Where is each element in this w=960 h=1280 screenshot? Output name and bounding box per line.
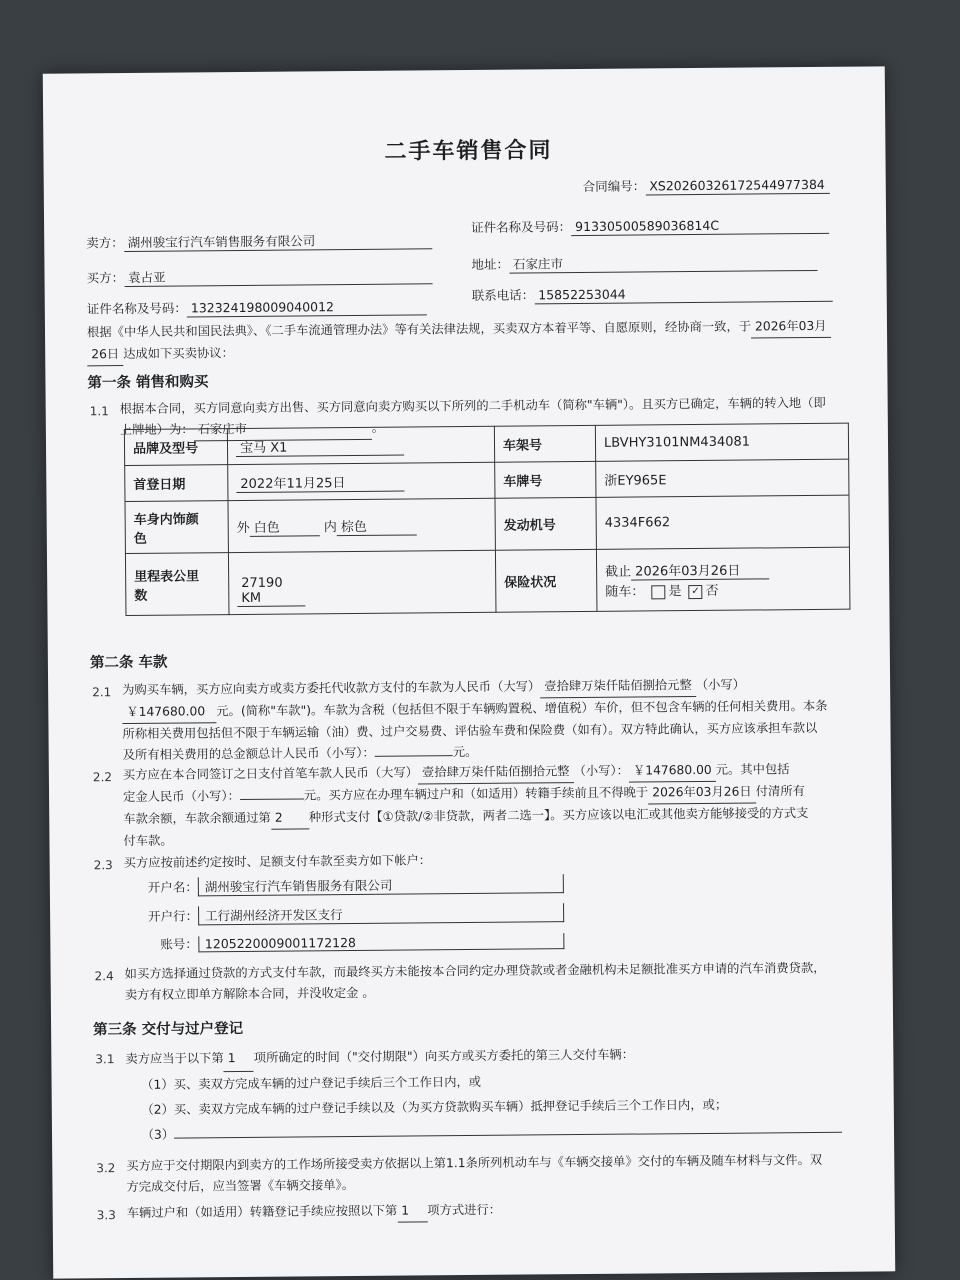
clause-number: 2.1	[92, 685, 112, 700]
buyer-addr-row: 地址： 石家庄市	[471, 252, 817, 274]
seller-row: 卖方： 湖州骏宝行汽车销售服务有限公司	[86, 230, 432, 252]
contract-sheet	[43, 66, 895, 1278]
article-1-title: 第一条 销售和购买	[87, 374, 209, 392]
plate-value: 浙EY965E	[596, 459, 849, 497]
buyer-name: 袁占亚	[124, 265, 432, 287]
clause-number: 1.1	[89, 404, 109, 419]
buyer-address: 石家庄市	[509, 252, 817, 274]
exterior-color: 白色	[250, 516, 320, 537]
account-name-row: 开户名： 湖州骏宝行汽车销售服务有限公司	[148, 874, 564, 897]
intro-paragraph: 根据《中华人民共和国民法典》、《二手车流通管理办法》等有关法律法规，买卖双方本着平等、自愿原则，经协商一致，于 2026年03月 26日 达成如下买卖协议：	[87, 316, 853, 367]
interior-color: 棕色	[337, 515, 417, 536]
table-row: 车身内饰颜 色 外 白色 内 棕色 发动机号 4334F662	[125, 495, 849, 553]
contract-number-value: XS20260326172544977384	[645, 177, 829, 196]
buyer-phone-row: 联系电话： 15852253044	[472, 283, 833, 305]
account-number-row: 账号： 1205220009001172128	[160, 931, 564, 953]
table-row: 首登日期 2022年11月25日 车牌号 浙EY965E	[125, 459, 849, 501]
buyer-id-row: 证件名称及号码： 132324198009040012	[87, 296, 427, 318]
buyer-id: 132324198009040012	[187, 298, 427, 317]
clause-number: 2.3	[93, 858, 113, 873]
clause-2-4: 如买方选择通过贷款的方式支付车款，而最终买方未能按本合同约定办理贷款或者金融机构未足额批准买方申请的汽车消费贷款， 卖方有权立即单方解除本合同，并没收定金 。	[124, 960, 826, 1003]
no-checkbox[interactable]: ✓	[689, 584, 703, 598]
clause-number: 3.2	[96, 1161, 116, 1176]
buyer-phone: 15852253044	[534, 285, 832, 305]
seller-name: 湖州骏宝行汽车销售服务有限公司	[124, 230, 432, 252]
clause-2-1: 为购买车辆，买方应向卖方或卖方委托代收款方支付的车款为人民币（大写） 壹拾肆万柒仟陆佰捌拾元整 （小写） ￥147680.00 元。(简称"车款")。车款为含税（包括但不限于车辆购置税、增值税）车价，但不包含车辆的任何相关费用。本条 所称相关费用包括但不限于车辆运输（油）费、过户交易费、评估验车费和保险费（如有）。双方特此确认，买方应该承担车款以 及所有相关费用的总金额总计人民币（小写）： 元。	[122, 674, 857, 766]
page-title: 二手车销售合同	[384, 138, 553, 165]
clause-number: 2.2	[92, 770, 113, 785]
insurance-until: 2026年03月26日	[631, 559, 769, 580]
vin-value: LBVHY3101NM434081	[595, 423, 848, 461]
clause-3-1: 卖方应当于以下第 1 项所确定的时间（"交付期限"）向买方或买方委托的第三人交付车辆： （1）买、卖双方完成车辆的过户登记手续后三个工作日内，或 （2）买、卖双方完成车辆的过户登记手续以及（为买方贷款购买车辆）抵押登记手续后三个工作日内，或； （3）	[125, 1041, 860, 1148]
clause-2-3: 买方应按前述约定按时、足额支付车款至卖方如下帐户：	[123, 853, 432, 871]
reg-date-value: 2022年11月25日	[236, 471, 404, 492]
brand-value: 宝马 X1	[236, 435, 404, 456]
mileage-value: 27190 KM	[237, 575, 305, 607]
clause-number: 3.3	[96, 1208, 116, 1223]
buyer-row: 买方： 袁占亚	[86, 265, 432, 287]
account-bank-row: 开户行： 工行湖州经济开发区支行	[148, 903, 564, 926]
seller-id: 91330500589036814C	[571, 217, 829, 236]
clause-number: 2.4	[94, 969, 114, 984]
article-3-title: 第三条 交付与过户登记	[93, 1020, 244, 1039]
yes-checkbox[interactable]	[651, 585, 665, 599]
contract-number: 合同编号： XS20260326172544977384	[583, 175, 830, 196]
engine-value: 4334F662	[596, 495, 849, 549]
table-row: 里程表公里 数 27190 KM 保险状况 截止 2026年03月26日 随车： 是 ✓ 否	[125, 547, 850, 615]
clause-2-2: 买方应在本合同签订之日支付首笔车款人民币（大写） 壹拾肆万柒仟陆佰捌拾元整 （小写）： ￥147680.00 元。其中包括 定金人民币（小写）： 元。买方应在办理车辆过户和（如适用）转籍手续前且不得晚于 2026年03月26日 付清所有 车款余额，车款余额通过第 2 种形式支付【①贷款/②非贷款，两者二选一】。买方应该以电汇或其他卖方能够接受的方式支 付车款。	[123, 759, 858, 852]
vehicle-table	[124, 423, 851, 616]
table-row: 品牌及型号 宝马 X1 车架号 LBVHY3101NM434081	[124, 423, 848, 465]
seller-id-row: 证件名称及号码： 91330500589036814C	[471, 215, 829, 237]
account-bank: 工行湖州经济开发区支行	[198, 903, 564, 925]
article-2-title: 第二条 车款	[89, 654, 168, 672]
clause-3-3: 车辆过户和（如适用）转籍登记手续应按照以下第 1 项方式进行：	[127, 1197, 861, 1225]
contract-body	[85, 67, 851, 1223]
account-name: 湖州骏宝行汽车销售服务有限公司	[198, 874, 564, 896]
clause-number: 3.1	[95, 1052, 115, 1067]
clause-3-2: 买方应于交付期限内到卖方的工作场所接受卖方依据以上第1.1条所列机动车与《车辆交接单》交付的车辆及随车材料与文件。双 方完成交付后，应当签署《车辆交接单》。	[126, 1152, 823, 1195]
clause-1-1: 根据本合同，买方同意向卖方出售、买方同意向卖方购买以下所列的二手机动车（简称"车辆"）。且买方已确定，车辆的转入地（即 上牌地）为： 石家庄市 。	[120, 393, 854, 442]
account-number: 1205220009001172128	[198, 933, 564, 952]
